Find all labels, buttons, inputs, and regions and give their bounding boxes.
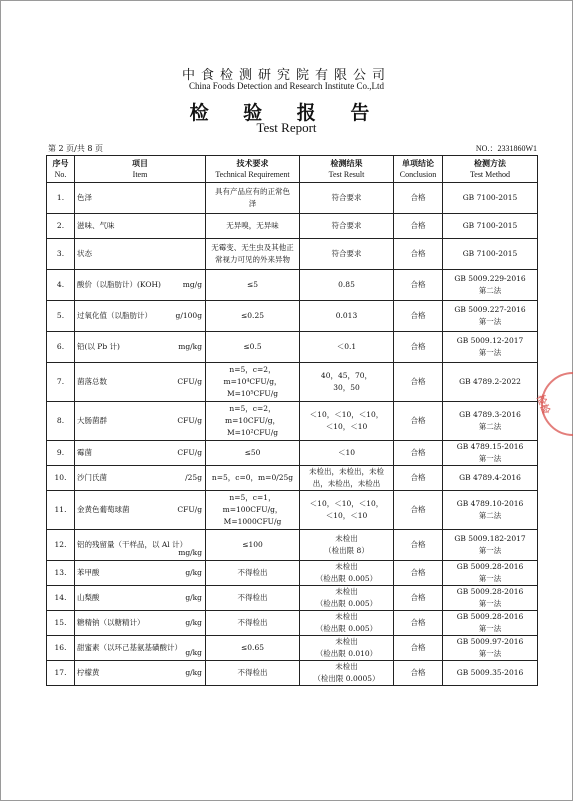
table-row xyxy=(47,530,538,561)
table-row xyxy=(47,636,538,661)
test-method xyxy=(443,636,538,661)
test-result-line: ＜10 xyxy=(337,448,356,457)
test-result xyxy=(300,183,394,214)
test-result-line: 未检出 xyxy=(335,534,358,543)
item-name-cell xyxy=(75,363,206,402)
test-method-line: GB 4789.3-2016 xyxy=(459,410,521,419)
technical-requirement-line: 具有产品应有的正常色 xyxy=(215,187,290,196)
item-name: 糖精钠（以糖精计） xyxy=(77,618,145,627)
test-result-line: 符合要求 xyxy=(331,221,362,230)
conclusion: 合格 xyxy=(394,491,443,530)
technical-requirement-line: n=5，c=0，m=0/25g xyxy=(211,473,294,482)
org-name-en: China Foods Detection and Research Institute Co.,Ltd xyxy=(189,81,384,91)
table-header-row xyxy=(47,156,538,183)
test-method-line: GB 5009.227-2016 xyxy=(454,305,526,314)
test-result-line: 40，45，70， xyxy=(320,371,373,380)
test-result xyxy=(300,611,394,636)
table-row xyxy=(47,491,538,530)
item-unit: /25g xyxy=(185,473,202,482)
test-method xyxy=(443,402,538,441)
table-row xyxy=(47,239,538,270)
technical-requirement xyxy=(206,214,300,239)
table-row xyxy=(47,402,538,441)
test-result xyxy=(300,586,394,611)
test-method-line: GB 4789.4-2016 xyxy=(459,473,521,482)
technical-requirement-line: 不得检出 xyxy=(237,568,268,577)
test-method xyxy=(443,441,538,466)
test-method-line: GB 5009.182-2017 xyxy=(454,534,526,543)
technical-requirement-line: 不得检出 xyxy=(237,668,268,677)
row-number: 10. xyxy=(47,466,75,491)
item-unit: CFU/g xyxy=(177,377,202,386)
conclusion: 合格 xyxy=(394,239,443,270)
table-row xyxy=(47,270,538,301)
technical-requirement-line: n=5，c=2， xyxy=(229,404,276,413)
test-method-line: GB 5009.35-2016 xyxy=(456,668,524,677)
technical-requirement-line: 常视力可见的外来异物 xyxy=(215,255,290,264)
row-number: 17. xyxy=(47,661,75,686)
report-title-cn: 检 验 报 告 xyxy=(189,102,384,124)
technical-requirement-line: M=10⁵CFU/g xyxy=(226,389,279,398)
test-result-line: 未检出 xyxy=(335,587,358,596)
test-method xyxy=(443,661,538,686)
test-results-table xyxy=(46,155,538,686)
column-header: 单项结论 Conclusion xyxy=(394,156,443,183)
item-name: 铅(以 Pb 计) xyxy=(77,342,120,351)
test-method-line: GB 7100-2015 xyxy=(462,249,518,258)
row-number: 2. xyxy=(47,214,75,239)
technical-requirement-line: ≤0.25 xyxy=(241,311,264,320)
table-row xyxy=(47,466,538,491)
test-method xyxy=(443,530,538,561)
item-name-cell xyxy=(75,561,206,586)
test-method-line: 第一法 xyxy=(478,317,502,326)
test-method xyxy=(443,239,538,270)
item-name-cell xyxy=(75,530,206,561)
test-method xyxy=(443,363,538,402)
item-name: 大肠菌群 xyxy=(77,416,107,425)
column-header: 序号 No. xyxy=(47,156,75,183)
test-result-line: 出，未检出，未检出 xyxy=(312,479,381,488)
test-method-line: 第一法 xyxy=(478,348,502,357)
test-method-line: 第一法 xyxy=(478,599,502,608)
test-method xyxy=(443,466,538,491)
technical-requirement-line: m=100CFU/g， xyxy=(222,505,283,514)
conclusion: 合格 xyxy=(394,183,443,214)
conclusion: 合格 xyxy=(394,402,443,441)
test-result-line: 未检出 xyxy=(335,662,358,671)
column-header: 检测结果 Test Result xyxy=(300,156,394,183)
technical-requirement xyxy=(206,636,300,661)
conclusion: 合格 xyxy=(394,441,443,466)
item-name: 铝的残留量（干样品，以 Al 计） xyxy=(77,540,188,549)
item-unit: g/kg xyxy=(185,593,202,602)
test-result xyxy=(300,561,394,586)
item-name: 酸价（以脂肪计）(KOH) xyxy=(77,280,161,289)
conclusion: 合格 xyxy=(394,270,443,301)
conclusion: 合格 xyxy=(394,214,443,239)
row-number: 15. xyxy=(47,611,75,636)
item-name: 霉菌 xyxy=(77,448,92,457)
technical-requirement xyxy=(206,561,300,586)
test-result-line: 未检出，未检出，未检 xyxy=(309,467,384,476)
table-row xyxy=(47,561,538,586)
test-result xyxy=(300,363,394,402)
technical-requirement-line: ≤0.5 xyxy=(243,342,262,351)
test-method xyxy=(443,491,538,530)
org-name-cn: 中食检测研究院有限公司 xyxy=(181,68,391,83)
technical-requirement-line: 无异嗅，无异味 xyxy=(226,221,279,230)
test-method-line: 第二法 xyxy=(478,422,502,431)
technical-requirement xyxy=(206,530,300,561)
table-row xyxy=(47,363,538,402)
test-result-line: ＜10，＜10 xyxy=(325,511,368,520)
row-number: 9. xyxy=(47,441,75,466)
test-result-line: 未检出 xyxy=(335,612,358,621)
item-name-cell xyxy=(75,611,206,636)
item-unit: g/kg xyxy=(185,618,202,627)
test-method xyxy=(443,214,538,239)
conclusion: 合格 xyxy=(394,466,443,491)
test-result-line: ＜10，＜10，＜10， xyxy=(309,410,384,419)
test-result-line: 符合要求 xyxy=(331,249,362,258)
conclusion: 合格 xyxy=(394,332,443,363)
technical-requirement-line: ≤50 xyxy=(244,448,261,457)
test-result xyxy=(300,239,394,270)
technical-requirement-line: n=5，c=2， xyxy=(229,365,276,374)
test-method-line: GB 4789.15-2016 xyxy=(456,442,524,451)
technical-requirement-line: M=1000CFU/g xyxy=(223,517,282,526)
technical-requirement xyxy=(206,301,300,332)
conclusion: 合格 xyxy=(394,530,443,561)
test-result-line: ＜10，＜10，＜10， xyxy=(309,499,384,508)
item-unit: CFU/g xyxy=(177,416,202,425)
test-method xyxy=(443,586,538,611)
test-result xyxy=(300,466,394,491)
technical-requirement-line: 泽 xyxy=(248,199,257,208)
row-number: 8. xyxy=(47,402,75,441)
test-result-line: 30，50 xyxy=(333,383,360,392)
test-method xyxy=(443,332,538,363)
item-unit: g/kg xyxy=(185,648,202,657)
test-method-line: 第一法 xyxy=(478,649,502,658)
technical-requirement xyxy=(206,239,300,270)
technical-requirement-line: 不得检出 xyxy=(237,593,268,602)
item-unit: g/100g xyxy=(175,311,202,320)
report-number: NO.：2331860W1 xyxy=(475,144,537,153)
conclusion: 合格 xyxy=(394,661,443,686)
conclusion: 合格 xyxy=(394,301,443,332)
test-method-line: GB 5009.12-2017 xyxy=(456,336,524,345)
test-result-line: （检出限 0.005） xyxy=(315,624,378,633)
row-number: 3. xyxy=(47,239,75,270)
test-result-line: 符合要求 xyxy=(331,193,362,202)
row-number: 14. xyxy=(47,586,75,611)
seal-fragment-text: 检检 xyxy=(533,393,552,416)
item-unit: mg/kg xyxy=(178,342,202,351)
test-result-line: （检出限 0.005） xyxy=(315,599,378,608)
row-number: 6. xyxy=(47,332,75,363)
technical-requirement-line: m=10⁴CFU/g， xyxy=(223,377,282,386)
item-name-cell xyxy=(75,491,206,530)
test-result-line: （检出限 0.010） xyxy=(315,649,378,658)
row-number: 7. xyxy=(47,363,75,402)
item-name: 过氧化值（以脂肪计） xyxy=(77,311,152,320)
item-name-cell xyxy=(75,586,206,611)
item-unit: g/kg xyxy=(185,668,202,677)
item-name: 柠檬黄 xyxy=(77,668,100,677)
item-unit: CFU/g xyxy=(177,448,202,457)
item-unit: CFU/g xyxy=(177,505,202,514)
test-result-line: 0.85 xyxy=(338,280,355,289)
item-name-cell xyxy=(75,661,206,686)
column-header: 检测方法 Test Method xyxy=(443,156,538,183)
technical-requirement xyxy=(206,270,300,301)
test-result xyxy=(300,491,394,530)
test-result xyxy=(300,530,394,561)
test-method xyxy=(443,301,538,332)
test-method-line: GB 5009.97-2016 xyxy=(456,637,524,646)
technical-requirement-line: ≤100 xyxy=(242,540,263,549)
conclusion: 合格 xyxy=(394,586,443,611)
item-name-cell xyxy=(75,332,206,363)
table-row xyxy=(47,301,538,332)
table-row xyxy=(47,214,538,239)
page-number: 第 2 页/共 8 页 xyxy=(48,144,104,153)
row-number: 4. xyxy=(47,270,75,301)
item-unit: mg/kg xyxy=(178,548,202,557)
technical-requirement xyxy=(206,402,300,441)
row-number: 1. xyxy=(47,183,75,214)
test-result xyxy=(300,214,394,239)
test-method-line: 第二法 xyxy=(478,511,502,520)
test-method-line: GB 4789.10-2016 xyxy=(456,499,524,508)
row-number: 13. xyxy=(47,561,75,586)
technical-requirement-line: 不得检出 xyxy=(237,618,268,627)
technical-requirement xyxy=(206,441,300,466)
item-unit: mg/g xyxy=(182,280,202,289)
report-title-en: Test Report xyxy=(256,120,317,135)
test-result-line: 未检出 xyxy=(335,562,358,571)
test-result-line: （检出限 0.005） xyxy=(315,574,378,583)
technical-requirement xyxy=(206,491,300,530)
test-method-line: 第一法 xyxy=(478,454,502,463)
conclusion: 合格 xyxy=(394,636,443,661)
conclusion: 合格 xyxy=(394,363,443,402)
test-result xyxy=(300,636,394,661)
table-row xyxy=(47,586,538,611)
table-row xyxy=(47,183,538,214)
test-method-line: GB 7100-2015 xyxy=(462,193,518,202)
test-result-line: 0.013 xyxy=(335,311,358,320)
test-method xyxy=(443,183,538,214)
item-name: 滋味、气味 xyxy=(77,221,115,230)
technical-requirement xyxy=(206,661,300,686)
test-method-line: GB 5009.28-2016 xyxy=(456,587,524,596)
technical-requirement xyxy=(206,611,300,636)
item-name: 色泽 xyxy=(77,193,92,202)
technical-requirement xyxy=(206,363,300,402)
test-method-line: GB 5009.28-2016 xyxy=(456,612,524,621)
test-method-line: GB 5009.229-2016 xyxy=(454,274,526,283)
test-result xyxy=(300,332,394,363)
item-name-cell xyxy=(75,441,206,466)
row-number: 16. xyxy=(47,636,75,661)
technical-requirement xyxy=(206,586,300,611)
item-name-cell xyxy=(75,636,206,661)
row-number: 11. xyxy=(47,491,75,530)
technical-requirement-line: n=5，c=1， xyxy=(229,493,276,502)
item-name: 山梨酸 xyxy=(77,593,100,602)
technical-requirement xyxy=(206,332,300,363)
row-number: 5. xyxy=(47,301,75,332)
test-method-line: GB 7100-2015 xyxy=(462,221,518,230)
column-header: 技术要求 Technical Requirement xyxy=(206,156,300,183)
item-name: 金黄色葡萄球菌 xyxy=(77,505,130,514)
item-name-cell xyxy=(75,466,206,491)
table-row xyxy=(47,611,538,636)
technical-requirement xyxy=(206,183,300,214)
item-name: 沙门氏菌 xyxy=(77,473,107,482)
test-result xyxy=(300,661,394,686)
technical-requirement xyxy=(206,466,300,491)
item-name: 甜蜜素（以环己基氨基磺酸计） xyxy=(77,643,182,652)
conclusion: 合格 xyxy=(394,611,443,636)
item-name-cell xyxy=(75,270,206,301)
test-method xyxy=(443,611,538,636)
test-method-line: 第二法 xyxy=(478,286,502,295)
test-method-line: GB 5009.28-2016 xyxy=(456,562,524,571)
test-result-line: （检出限 8） xyxy=(324,546,369,555)
conclusion: 合格 xyxy=(394,561,443,586)
item-name-cell xyxy=(75,183,206,214)
test-method xyxy=(443,561,538,586)
technical-requirement-line: M=10²CFU/g xyxy=(226,428,279,437)
item-name-cell xyxy=(75,214,206,239)
test-method-line: 第一法 xyxy=(478,546,502,555)
item-name-cell xyxy=(75,402,206,441)
test-method-line: GB 4789.2-2022 xyxy=(459,377,521,386)
table-row xyxy=(47,441,538,466)
item-name: 苯甲酸 xyxy=(77,568,100,577)
test-result xyxy=(300,270,394,301)
test-result-line: ＜10，＜10 xyxy=(325,422,368,431)
technical-requirement-line: 无霉变、无生虫及其他正 xyxy=(211,243,294,252)
test-method-line: 第一法 xyxy=(478,624,502,633)
item-name-cell xyxy=(75,239,206,270)
test-method-line: 第一法 xyxy=(478,574,502,583)
item-name: 状态 xyxy=(77,249,92,258)
item-unit: g/kg xyxy=(185,568,202,577)
test-result xyxy=(300,301,394,332)
item-name: 菌落总数 xyxy=(77,377,107,386)
column-header: 项目 Item xyxy=(75,156,206,183)
technical-requirement-line: m=10CFU/g， xyxy=(224,416,281,425)
technical-requirement-line: ≤5 xyxy=(246,280,259,289)
table-row xyxy=(47,661,538,686)
test-result-line: （检出限 0.0005） xyxy=(313,674,380,683)
item-name-cell xyxy=(75,301,206,332)
test-result xyxy=(300,402,394,441)
row-number: 12. xyxy=(47,530,75,561)
test-result-line: 未检出 xyxy=(335,637,358,646)
test-method xyxy=(443,270,538,301)
test-result xyxy=(300,441,394,466)
test-result-line: ＜0.1 xyxy=(336,342,357,351)
technical-requirement-line: ≤0.65 xyxy=(241,643,264,652)
table-row xyxy=(47,332,538,363)
